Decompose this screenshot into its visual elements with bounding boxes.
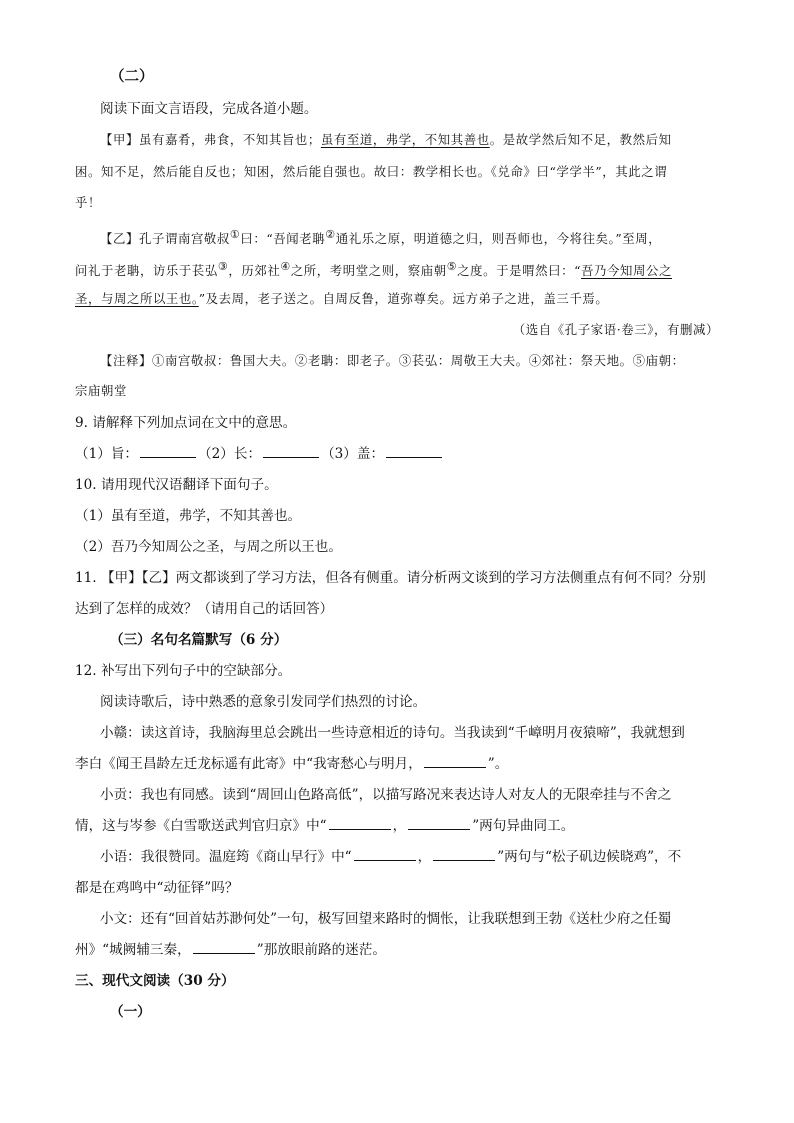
part-3-subheading: （一）	[110, 1004, 151, 1020]
answer-blank[interactable]	[386, 443, 442, 458]
dialogue-text: 情，这与岑参《白雪歌送武判官归京》中“	[75, 818, 327, 834]
dialogue-wen-line-1: 小文：还有“回首姑苏渺何处”一句，极写回望来路时的惆怅，让我联想到王勃《送杜少府之任蜀	[100, 911, 672, 927]
answer-blank[interactable]	[408, 815, 470, 830]
part-3-heading: 三、现代文阅读（30 分）	[75, 973, 235, 989]
passage-yi-text: 孔子谓南宫敬叔	[138, 231, 230, 247]
question-12-intro: 阅读诗歌后，诗中熟悉的意象引发同学们热烈的讨论。	[100, 694, 427, 710]
dialogue-yu-line-1	[100, 846, 681, 868]
section-3-heading: （三）名句名篇默写（6 分）	[110, 632, 288, 648]
dialogue-gong-line-2	[75, 815, 574, 837]
note-marker: ①	[229, 228, 241, 241]
passage-yi-line-2	[75, 256, 672, 282]
answer-blank[interactable]	[354, 846, 416, 861]
answer-blank[interactable]	[263, 443, 319, 458]
dialogue-yu-line-2: 都是在鸡鸣中“动征铎”吗？	[75, 880, 239, 896]
passage-yi-tag: 【乙】	[100, 231, 139, 247]
passage-jia-text: 虽有嘉肴，弗食，不知其旨也；	[138, 132, 321, 147]
dialogue-text: ”两句与“松子矶边候晓鸡”，不	[497, 849, 682, 865]
passage-jia-line-3: 乎！	[75, 195, 101, 210]
question-9-blanks	[75, 443, 444, 465]
dialogue-gan-line-1: 小赣：读这首诗，我脑海里总会跳出一些诗意相近的诗句。当我读到“千嶂明月夜猿啼”，我就想到	[100, 725, 685, 741]
passage-yi-line-1	[100, 224, 661, 250]
dialogue-text: ”。	[487, 756, 509, 772]
passage-jia-line-2: 困。知不足，然后能自反也；知困，然后能自强也。故曰：教学相长也。《兑命》曰“学学半”，其此之谓	[75, 164, 668, 179]
passage-yi-underlined: 吾乃今知周公之	[581, 263, 672, 279]
passage-yi-text: ”及去周，老子送之。自周反鲁，道弥尊矣。远方弟子之进，盖三千焉。	[198, 291, 609, 306]
dialogue-text: ，	[392, 818, 407, 834]
passage-jia-line-1	[100, 129, 672, 151]
dialogue-gan-line-2	[75, 753, 508, 775]
section-2-intro: 阅读下面文言语段，完成各道小题。	[100, 101, 318, 117]
dialogue-text: 小语：我很赞同。温庭筠《商山早行》中“	[100, 849, 352, 865]
passage-yi-text: ，历郊社	[228, 263, 281, 279]
passage-yi-line-3	[75, 288, 608, 310]
passage-jia-tag: 【甲】	[100, 132, 139, 147]
answer-blank[interactable]	[329, 815, 391, 830]
dialogue-gong-line-1: 小贡：我也有同感。读到“周回山色路高低”，以描写路况来表达诗人对友人的无限牵挂与不舍之	[100, 787, 672, 803]
note-marker: ②	[325, 228, 336, 241]
passage-jia-text: 。是故学然后知不足，教然后知	[489, 132, 672, 147]
section-2-heading: （二）	[110, 68, 154, 85]
question-10-sentence-1: （1）虽有至道，弗学，不知其善也。	[75, 508, 302, 524]
dialogue-text: 州》“城阙辅三秦，	[75, 942, 191, 958]
passage-jia-underlined: 虽有至道，弗学，不知其善也	[320, 132, 490, 147]
note-marker: ④	[280, 260, 291, 273]
passage-yi-text: 之度。于是喟然曰：“	[457, 263, 582, 279]
question-11-line-2: 达到了怎样的成效？（请用自己的话回答）	[75, 601, 334, 617]
passage-yi-text: 问礼于老聃，访乐于苌弘	[75, 263, 218, 279]
notes-line-2: 宗庙朝堂	[75, 383, 127, 398]
dialogue-text: ”两句异曲同工。	[472, 818, 575, 834]
answer-blank[interactable]	[140, 443, 196, 458]
notes-line-1: 【注释】①南宫敬叔：鲁国大夫。②老聃：即老子。③苌弘：周敬王大夫。④郊社：祭天地。⑤庙朝：	[100, 353, 685, 368]
passage-yi-underlined: 圣，与周之所以王也。	[75, 291, 199, 306]
question-10-stem: 10. 请用现代汉语翻译下面句子。	[75, 477, 278, 493]
q9-item-2: （2）长：	[198, 446, 262, 462]
question-9-stem: 9. 请解释下列加点词在文中的意思。	[75, 415, 297, 431]
note-marker: ⑤	[446, 260, 458, 273]
passage-source: （选自《孔子家语·卷三》，有删减）	[512, 322, 719, 337]
dialogue-wen-line-2	[75, 939, 386, 961]
passage-yi-text: 之所，考明堂之则，察庙朝	[290, 263, 447, 279]
q9-item-1: （1）旨：	[75, 446, 139, 462]
dialogue-text: ”那放眼前路的迷茫。	[256, 942, 386, 958]
q9-item-3: （3）盖：	[321, 446, 385, 462]
question-11-line-1: 11. 【甲】【乙】两文都谈到了学习方法，但各有侧重。请分析两文谈到的学习方法侧重点有何不同？分别	[75, 570, 706, 586]
passage-yi-text: 曰：“吾闻老聃	[240, 231, 326, 247]
answer-blank[interactable]	[193, 939, 255, 954]
dialogue-text: 李白《闻王昌龄左迁龙标遥有此寄》中“我寄愁心与明月，	[75, 756, 422, 772]
answer-blank[interactable]	[424, 753, 486, 768]
passage-yi-text: 通礼乐之原，明道德之归，则吾师也，今将往矣。”至周，	[335, 231, 662, 247]
question-10-sentence-2: （2）吾乃今知周公之圣，与周之所以王也。	[75, 539, 342, 555]
answer-blank[interactable]	[433, 846, 495, 861]
note-marker: ③	[217, 260, 229, 273]
dialogue-text: ，	[417, 849, 432, 865]
question-12-stem: 12. 补写出下列句子中的空缺部分。	[75, 663, 292, 679]
